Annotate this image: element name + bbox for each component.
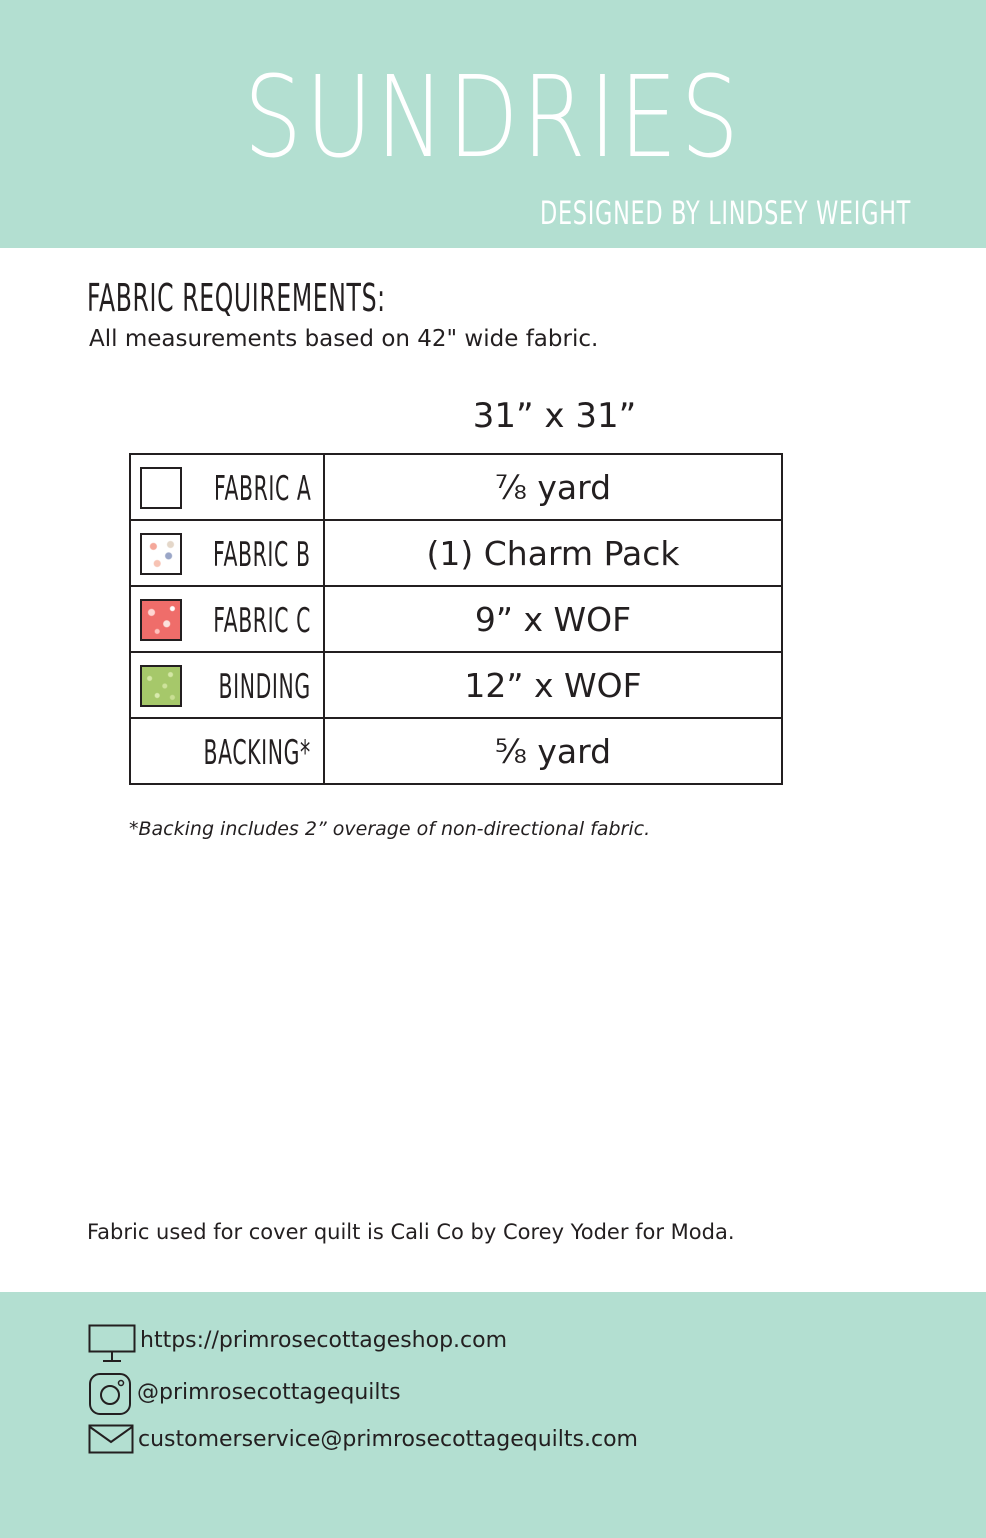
value-cell: 12” x WOF [324,652,782,718]
cover-fabric-note: Fabric used for cover quilt is Cali Co by Corey Yoder for Moda. [87,1220,735,1244]
row-label: BACKING* [203,733,311,773]
table-row [130,520,782,586]
label-cell [130,718,324,784]
row-label: FABRIC A [213,469,311,509]
measurement-note: All measurements based on 42" wide fabric. [89,326,599,352]
label-cell [130,454,324,520]
fabric-swatch-binding [140,665,182,707]
label-cell [130,520,324,586]
value-cell: ⅝ yard [324,718,782,784]
quilt-size-label: 31” x 31” [472,396,637,436]
value-cell: 9” x WOF [324,586,782,652]
label-cell [130,652,324,718]
label-cell [130,586,324,652]
row-label: FABRIC C [213,601,311,641]
table-row [130,718,782,784]
fabric-swatch-b [140,533,182,575]
footer-band [0,1292,986,1538]
designer-credit: DESIGNED BY LINDSEY WEIGHT [540,194,912,232]
monitor-icon [88,1324,136,1364]
instagram-icon [88,1372,132,1416]
fabric-requirements-table [129,453,783,785]
mail-icon [88,1424,134,1454]
row-label: BINDING [218,667,311,707]
instagram-text: @primrosecottagequilts [137,1380,401,1405]
fabric-requirements-heading: FABRIC REQUIREMENTS: [87,276,386,320]
fabric-swatch-a [140,467,182,509]
table-row [130,652,782,718]
value-cell: (1) Charm Pack [324,520,782,586]
fabric-swatch-c [140,599,182,641]
header-band [0,0,986,248]
email-text: customerservice@primrosecottagequilts.com [138,1427,638,1452]
table-row [130,454,782,520]
value-cell: ⅞ yard [324,454,782,520]
pattern-title: SUNDRIES [243,53,743,183]
table-row [130,586,782,652]
row-label: FABRIC B [213,535,311,575]
backing-footnote: *Backing includes 2” overage of non-directional fabric. [129,818,651,840]
website-text: https://primrosecottageshop.com [140,1328,508,1353]
